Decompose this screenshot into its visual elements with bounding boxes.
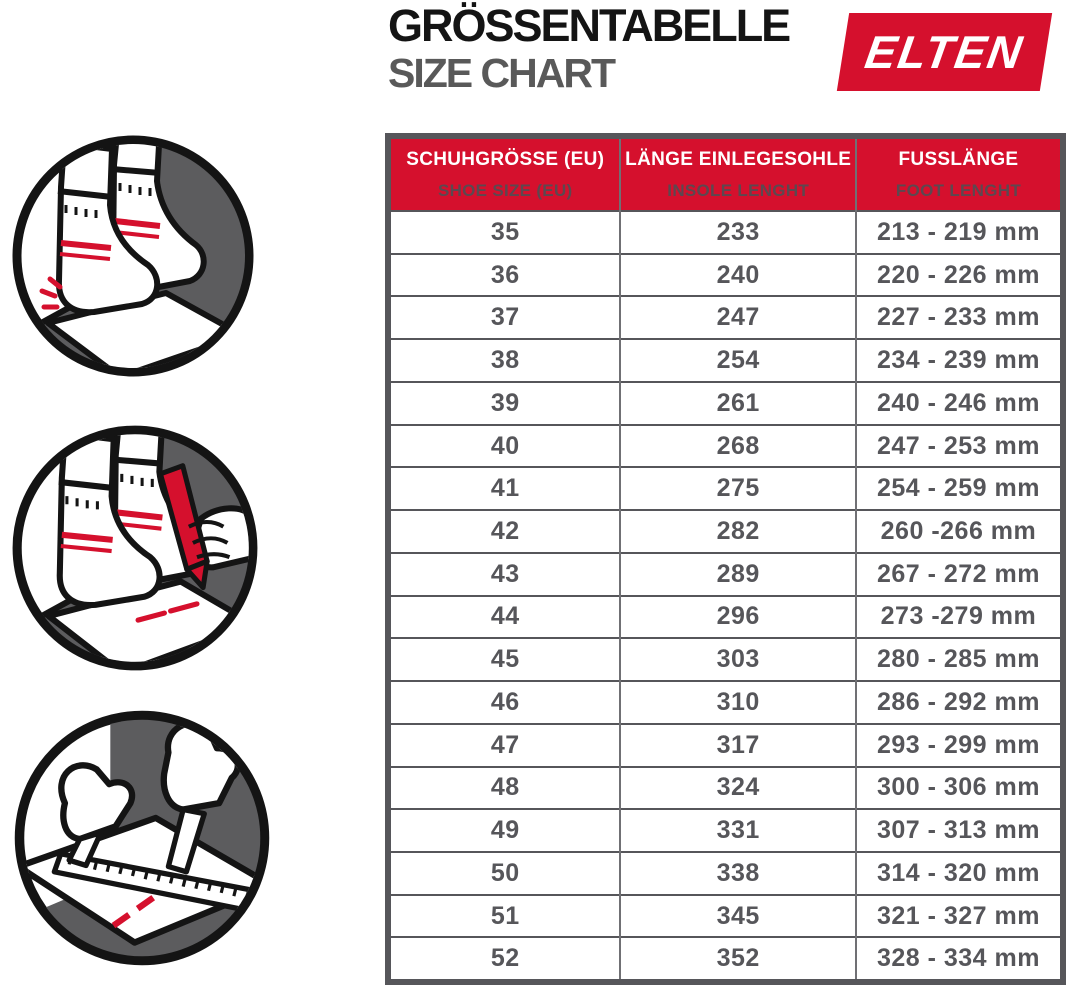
table-cell: 48 [391, 767, 620, 810]
table-cell: 317 [620, 724, 855, 767]
table-cell: 52 [391, 937, 620, 979]
table-row [391, 382, 1060, 425]
page-title [388, 2, 789, 95]
table-row [391, 767, 1060, 810]
col-header-insole-length-de: LÄNGE EINLEGESOHLE [625, 148, 852, 170]
col-header-shoe-size-en: SHOE SIZE (EU) [437, 180, 573, 200]
table-cell: 37 [391, 296, 620, 339]
table-cell: 345 [620, 895, 855, 938]
heel-against-wall-illustration [8, 131, 258, 381]
table-row [391, 809, 1060, 852]
table-row [391, 296, 1060, 339]
table-cell: 40 [391, 425, 620, 468]
table-cell: 44 [391, 596, 620, 639]
table-row [391, 895, 1060, 938]
table-cell: 352 [620, 937, 855, 979]
table-cell: 39 [391, 382, 620, 425]
table-cell: 35 [391, 211, 620, 254]
table-cell: 213 - 219 mm [856, 211, 1060, 254]
table-cell: 282 [620, 510, 855, 553]
table-cell: 227 - 233 mm [856, 296, 1060, 339]
table-cell: 50 [391, 852, 620, 895]
elten-logo [837, 13, 1052, 91]
col-header-foot-length-en: FOOT LENGHT [895, 180, 1022, 200]
table-cell: 307 - 313 mm [856, 809, 1060, 852]
table-body [391, 211, 1060, 979]
table-row [391, 425, 1060, 468]
table-row [391, 638, 1060, 681]
table-cell: 324 [620, 767, 855, 810]
table-header-row [391, 139, 1060, 211]
table-cell: 234 - 239 mm [856, 339, 1060, 382]
table-cell: 267 - 272 mm [856, 553, 1060, 596]
table-row [391, 852, 1060, 895]
table-row [391, 724, 1060, 767]
table-cell: 49 [391, 809, 620, 852]
table-cell: 254 - 259 mm [856, 467, 1060, 510]
table-cell: 47 [391, 724, 620, 767]
col-header-shoe-size [391, 139, 620, 211]
table-cell: 261 [620, 382, 855, 425]
page-title-en: SIZE CHART [388, 50, 614, 97]
table-cell: 247 - 253 mm [856, 425, 1060, 468]
col-header-insole-length-en: INSOLE LENGHT [667, 180, 810, 200]
table-cell: 240 - 246 mm [856, 382, 1060, 425]
table-cell: 300 - 306 mm [856, 767, 1060, 810]
table-cell: 51 [391, 895, 620, 938]
table-cell: 310 [620, 681, 855, 724]
table-row [391, 467, 1060, 510]
table-row [391, 211, 1060, 254]
col-header-insole-length [620, 139, 855, 211]
mark-toe-with-pen-illustration [8, 421, 262, 675]
table-cell: 42 [391, 510, 620, 553]
elten-logo-text: ELTEN [861, 26, 1028, 78]
table-cell: 314 - 320 mm [856, 852, 1060, 895]
measure-with-ruler-illustration [10, 706, 274, 970]
table-cell: 240 [620, 254, 855, 297]
measure-with-ruler-icon [10, 706, 274, 970]
size-table [385, 133, 1066, 985]
table-cell: 45 [391, 638, 620, 681]
table-row [391, 254, 1060, 297]
table-cell: 273 -279 mm [856, 596, 1060, 639]
table-cell: 247 [620, 296, 855, 339]
table-cell: 331 [620, 809, 855, 852]
table-cell: 41 [391, 467, 620, 510]
page-title-de: GRÖSSENTABELLE [388, 0, 790, 51]
size-table-grid [391, 139, 1060, 979]
table-cell: 268 [620, 425, 855, 468]
heel-against-wall-icon [8, 131, 258, 381]
table-cell: 328 - 334 mm [856, 937, 1060, 979]
table-cell: 280 - 285 mm [856, 638, 1060, 681]
table-cell: 321 - 327 mm [856, 895, 1060, 938]
table-cell: 233 [620, 211, 855, 254]
table-row [391, 510, 1060, 553]
table-cell: 46 [391, 681, 620, 724]
table-row [391, 596, 1060, 639]
table-cell: 254 [620, 339, 855, 382]
table-cell: 338 [620, 852, 855, 895]
mark-toe-with-pen-icon [8, 421, 262, 675]
table-cell: 36 [391, 254, 620, 297]
table-cell: 38 [391, 339, 620, 382]
col-header-foot-length-de: FUSSLÄNGE [898, 148, 1019, 170]
table-cell: 289 [620, 553, 855, 596]
table-cell: 286 - 292 mm [856, 681, 1060, 724]
table-row [391, 339, 1060, 382]
table-row [391, 553, 1060, 596]
table-row [391, 937, 1060, 979]
table-row [391, 681, 1060, 724]
table-cell: 303 [620, 638, 855, 681]
table-cell: 296 [620, 596, 855, 639]
table-cell: 220 - 226 mm [856, 254, 1060, 297]
table-cell: 275 [620, 467, 855, 510]
table-cell: 293 - 299 mm [856, 724, 1060, 767]
table-cell: 43 [391, 553, 620, 596]
table-cell: 260 -266 mm [856, 510, 1060, 553]
col-header-foot-length [856, 139, 1060, 211]
col-header-shoe-size-de: SCHUHGRÖSSE (EU) [406, 148, 605, 170]
